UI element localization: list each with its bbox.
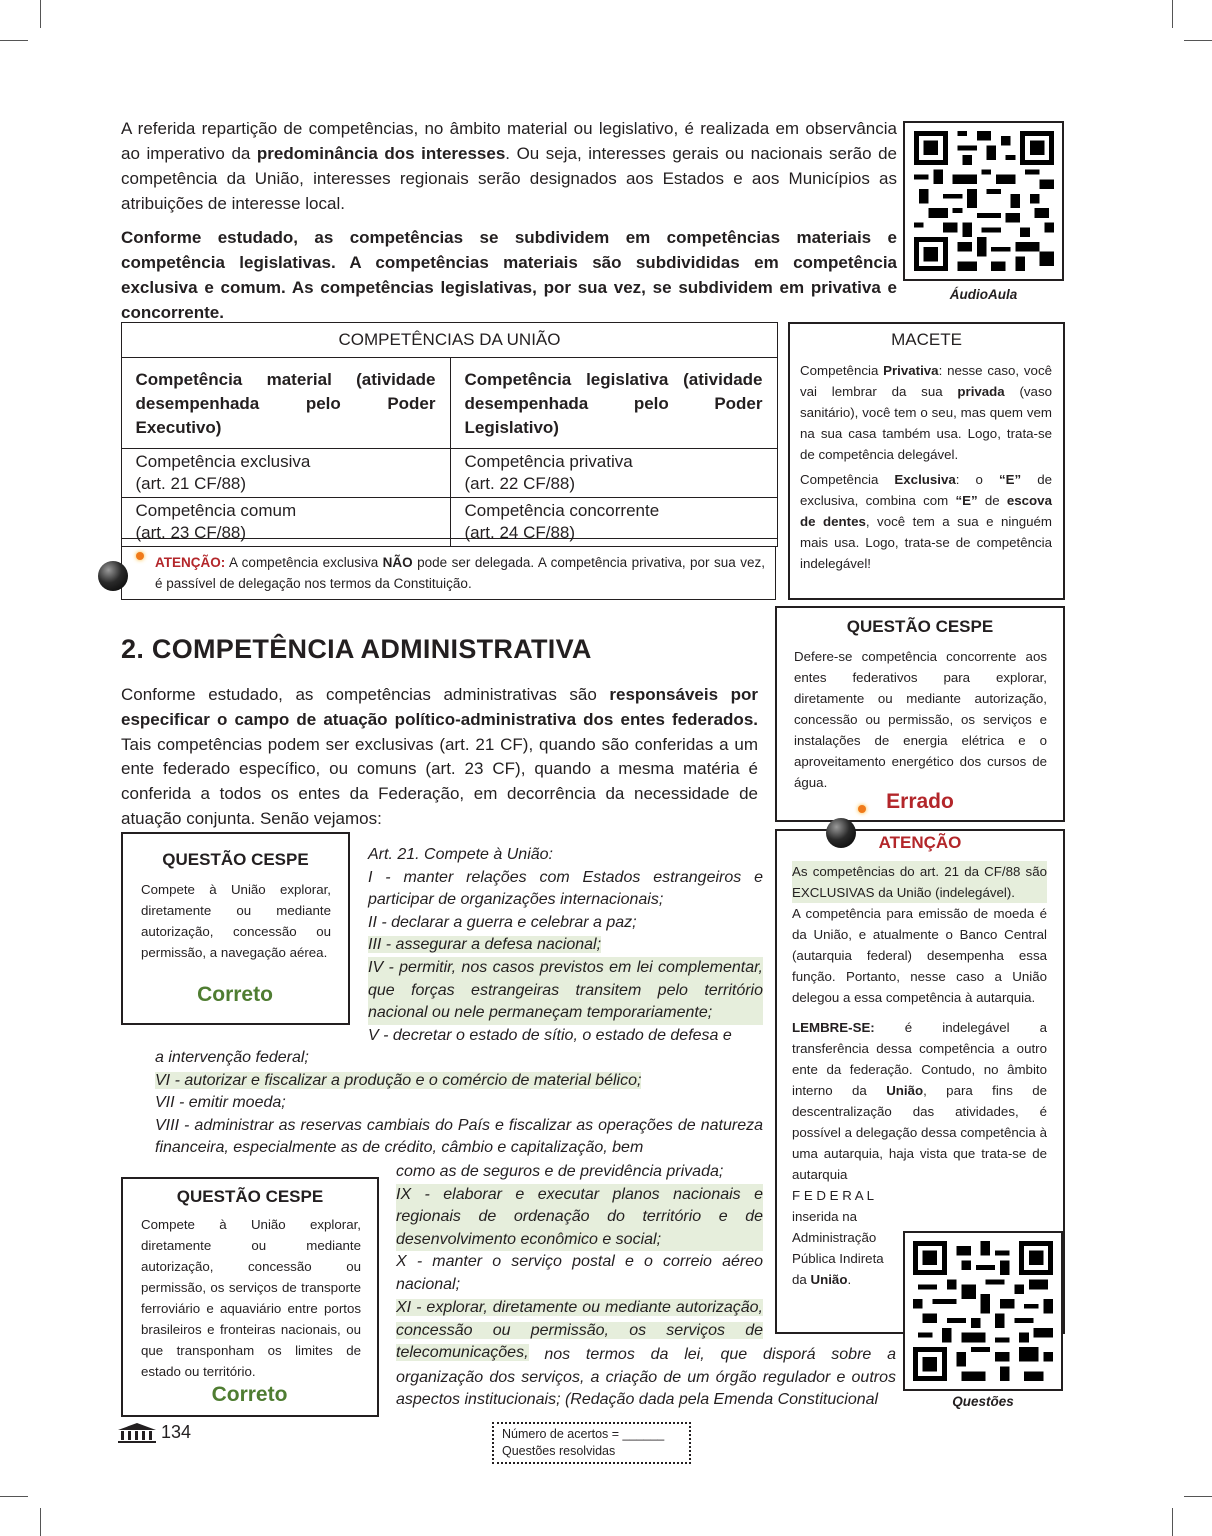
- cespe-question-left-2: [121, 1177, 379, 1417]
- score-resolved: Questões resolvidas: [502, 1444, 616, 1458]
- crop-mark: [1172, 0, 1173, 28]
- table-cell: Competência exclusiva (art. 21 CF/88): [121, 449, 450, 498]
- qr-questions-frame[interactable]: [903, 1231, 1063, 1391]
- intro-text: [121, 116, 897, 325]
- qr-audio-frame[interactable]: [903, 121, 1064, 281]
- qr-code-icon[interactable]: [913, 1241, 1053, 1381]
- crop-mark: [1172, 1508, 1173, 1536]
- attention-note: [121, 546, 776, 600]
- section-paragraph: Conforme estudado, as competências administrativas são responsáveis por especificar o campo de atuação político-administrativa dos entes federados. Tais competências podem ser exclusivas (art. 21 CF), quando são conferidas a um ente federado específico, ou comuns (art. 23 CF), quando a mesma matéria é conferida a todos os entes da Federação, em decorrência da necessidade de atuação conjunta. Senão vejamos:: [121, 685, 759, 828]
- crop-mark: [0, 1496, 28, 1497]
- attention-title: ATENÇÃO: [878, 833, 962, 852]
- bomb-icon: [98, 561, 128, 591]
- law-article-21-cont: a intervenção federal; VI - autorizar e fiscalizar a produção e o comércio de material bélico; VII - emitir moeda; VIII - administrar as reservas cambiais do País e fiscalizar as operações de natureza financeira, especialmente as de crédito, câmbio e capitalização, bem: [155, 1049, 763, 1157]
- intro-paragraph-2: Conforme estudado, as competências se subdividem em competências materiais e competência legislativas. A competências materiais são subdivididas em competência exclusiva e comum. As competências legislativas, por sua vez, se subdividem em privativa e concorrente.: [121, 228, 897, 322]
- table-title: COMPETÊNCIAS DA UNIÃO: [338, 330, 561, 349]
- qr-code-icon[interactable]: [914, 131, 1054, 271]
- bomb-icon: [826, 818, 856, 848]
- cespe-title: QUESTÃO CESPE: [162, 850, 309, 869]
- macete-text: Competência Privativa: nesse caso, você vai lembrar da sua privada (vaso sanitário), você tem o seu, mas quem vem na sua casa também usa. Logo, trata-se de competência delegável. Competência Exclusiva: o “E” de exclusiva, combina com “E” de escova de dentes, você tem a sua e ninguém mais usa. Logo, trata-se de competência indelegável!: [800, 363, 1052, 571]
- score-box: [492, 1422, 691, 1464]
- attention-text: As competências do art. 21 da CF/88 são EXCLUSIVAS da União (indelegável). A competência para emissão de moeda é da União, e atualmente o Banco Central (autarquia federal) desempenha essa função. Portanto, nesse caso a União delegou a essa competência à autarquia. LEMBRE-SE: é indelegável a transferência dessa competência a outro ente da federação. Contudo, no âmbito interno da União, para fins de descentralização das atividades, é possível a delegação dessa competência à uma autarquia, haja vista que trata-se de autarquia F E D E R A L inserida na Administração Pública Indireta da União.: [792, 861, 1047, 1290]
- competences-table: [121, 322, 778, 542]
- table-header-legislative: Competência legislativa (atividade desempenhada pelo Poder Legislativo): [450, 358, 777, 449]
- cespe-question-text: Defere-se competência concorrente aos entes federativos para explorar, diretamente ou mediante autorização, concessão ou permissão, os serviços e instalações de energia elétrica e o aproveitamento energético dos cursos de água.: [794, 649, 1047, 790]
- cespe-question-right: [775, 606, 1065, 822]
- table-cell: Competência concorrente (art. 24 CF/88): [450, 498, 777, 547]
- crop-mark: [1184, 40, 1212, 41]
- page-number: 134: [161, 1422, 192, 1442]
- qr-questions-caption: Questões: [952, 1394, 1014, 1409]
- table-header-material: Competência material (atividade desempenhada pelo Poder Executivo): [121, 358, 450, 449]
- cespe-question-text: Compete à União explorar, diretamente ou mediante autorização, concessão ou permissão, os serviços de transporte ferroviário e aquaviário entre portos brasileiros e fronteiras nacionais, ou que transponham os limites de estado ou território.: [141, 1217, 361, 1379]
- crop-mark: [1184, 1496, 1212, 1497]
- section-heading: 2. COMPETÊNCIA ADMINISTRATIVA: [121, 634, 592, 664]
- crop-mark: [0, 40, 28, 41]
- cespe-title: QUESTÃO CESPE: [176, 1187, 324, 1206]
- cespe-answer: Errado: [886, 790, 954, 813]
- table-cell: Competência privativa (art. 22 CF/88): [450, 449, 777, 498]
- institution-icon: [116, 1422, 158, 1446]
- cespe-title: QUESTÃO CESPE: [846, 617, 994, 636]
- spark-icon: [136, 552, 144, 560]
- table-cell: Competência comum (art. 23 CF/88): [121, 498, 450, 547]
- spark-icon: [858, 805, 866, 813]
- cespe-question-text: Compete à União explorar, diretamente ou mediante autorização, concessão ou permissão, a navegação aérea.: [141, 882, 331, 960]
- score-correct: Número de acertos = ______: [502, 1427, 665, 1441]
- law-article-21: Art. 21. Compete à União: I - manter relações com Estados estrangeiros e participar de organizações internacionais; II - declarar a guerra e celebrar a paz; III - assegurar a defesa nacional; IV - permitir, nos casos previstos em lei complementar, que forças estrangeiras transitem pelo território nacional ou nele permaneçam temporariamente; V - decretar o estado de sítio, o estado de defesa e: [368, 846, 763, 1044]
- intro-paragraph-1: A referida repartição de competências, no âmbito material ou legislativo, é realizada em observância ao imperativo da predominância dos interesses. Ou seja, interesses gerais ou nacionais serão de competência da União, interesses regionais serão designados aos Estados e aos Municípios as atribuições de interesse local.: [121, 119, 898, 213]
- cespe-question-left-1: [121, 832, 350, 1025]
- law-article-21-lower: como as de seguros e de previdência privada; IX - elaborar e executar planos nacionais e regionais de ordenação do território e de desenvolvimento econômico e social; X - manter o serviço postal e o correio aéreo nacional;: [396, 1163, 763, 1293]
- macete-box: [788, 322, 1065, 600]
- law-article-21-tail: nos termos da lei, que disporá sobre a organização dos serviços, a criação de um órgão regulador e outros aspectos institucionais; (Redação dada pela Emenda Constitucional: [396, 1346, 896, 1409]
- crop-mark: [40, 1508, 41, 1536]
- qr-audio-caption: ÁudioAula: [949, 287, 1018, 302]
- cespe-answer: Correto: [197, 983, 273, 1006]
- crop-mark: [40, 0, 41, 28]
- cespe-answer: Correto: [211, 1383, 288, 1406]
- law-article-21-end: XI - explorar, diretamente ou mediante autorização, concessão ou permissão, os serviços de telecomunicações,: [396, 1299, 763, 1362]
- attention-text: ATENÇÃO: A competência exclusiva NÃO pode ser delegada. A competência privativa, por sua vez, é passível de delegação nos termos da Constituição.: [155, 555, 765, 591]
- macete-title: MACETE: [891, 330, 962, 349]
